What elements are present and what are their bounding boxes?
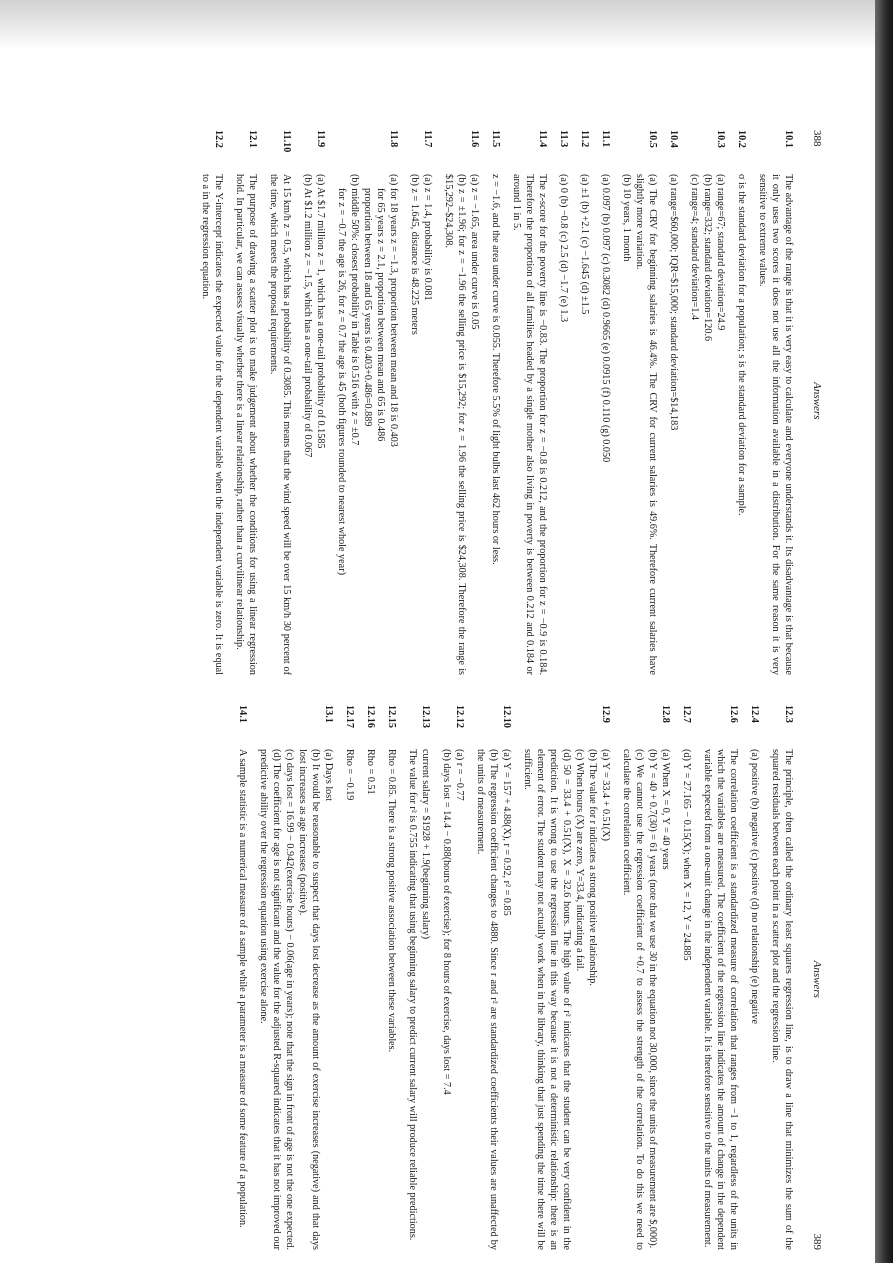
answer-number: 11.9 bbox=[315, 130, 326, 148]
answer-number: 10.5 bbox=[647, 130, 658, 148]
answer-text: The principle, often called the ordinary least squares regression line, is to draw a line that minimizes the sum of the squared residuals between each point in a scatter plot and the regression line. bbox=[770, 749, 794, 1250]
left-page-header bbox=[809, 130, 823, 675]
answer-number: 14.1 bbox=[237, 705, 248, 723]
answer-text: Rho = −0.19 bbox=[344, 749, 355, 801]
answer-text: (c) When hours (X) are zero, Y=33.4, indicating a fail. bbox=[574, 749, 585, 972]
answer-number: 11.5 bbox=[490, 130, 501, 148]
answer-12-16 bbox=[364, 705, 377, 1250]
answer-number: 12.2 bbox=[213, 130, 224, 148]
answer-10-5 bbox=[620, 130, 659, 675]
answer-number: 10.3 bbox=[715, 130, 726, 148]
answer-text: (a) range=$60,000; IQR=$15,000; standard deviation=$14,183 bbox=[668, 174, 679, 431]
answer-12-9 bbox=[521, 705, 612, 1250]
answer-11-10 bbox=[267, 130, 293, 675]
answer-text: (a) 0.097 (b) 0.097 (c) 0.3082 (d) 0.9665 (e) 0.0915 (f) 0.110 (g) 0.050 bbox=[600, 174, 611, 463]
scan-shadow bbox=[0, 0, 875, 50]
answer-text: (a) ±1 (b) +2.1 (c) −1.645 (d) ±1.5 bbox=[579, 174, 590, 315]
answer-text: (a) The CRV for beginning salaries is 46.4%. The CRV for current salaries is 49.6%. Therefore current salaries have slightly more variation. bbox=[634, 174, 658, 675]
answer-12-8 bbox=[620, 705, 672, 1250]
answer-text: (a) positive (b) negative (c) positive (d) no relationship (e) negative bbox=[749, 749, 760, 1024]
answer-10-1 bbox=[756, 130, 795, 675]
answer-text: (b) The regression coefficient changes to 4880. Since r and r² are standardized coefficients their values are unaffected by the units of measurement. bbox=[475, 749, 499, 1250]
rotated-book-spread bbox=[88, 130, 823, 1250]
answer-text: (d) Y = 27.165 − 0.15(X); when X = 12, Y = 24.885 bbox=[681, 749, 692, 961]
answer-12-12 bbox=[440, 705, 466, 1250]
answer-text: (b) 10 years, 1 month bbox=[621, 174, 632, 262]
answer-number: 12.17 bbox=[344, 705, 355, 728]
answer-number: 10.4 bbox=[668, 130, 679, 148]
answer-text: (a) r = −0.77 bbox=[454, 749, 465, 801]
answer-text: σ is the standard deviation for a population; s is the standard deviation for a sample. bbox=[736, 174, 747, 516]
answer-text: A sample statistic is a numerical measure of a sample while a parameter is a measure of some feature of a population. bbox=[237, 749, 248, 1228]
answer-number: 11.6 bbox=[469, 130, 480, 148]
answer-text: The z-score for the poverty line is −0.83. The proportion for z = −0.8 is 0.212, and the proportion for z = −0.9 is 0.184. Therefore the proportion of all families headed by a single mother also living in poverty is between 0.212 and 0.184 or around 1 in 5. bbox=[511, 174, 548, 675]
answer-number: 12.12 bbox=[454, 705, 465, 728]
answer-14-1 bbox=[236, 705, 249, 1250]
answer-number: 11.10 bbox=[281, 130, 292, 153]
answer-text: The value for r² is 0.755 indicating that using beginning salary to predict current salary will produce reliable predictions. bbox=[407, 749, 418, 1241]
answer-11-8 bbox=[335, 130, 400, 675]
answer-text: (b) It would be reasonable to suspect that days lost decrease as the amount of exercise increases (negative) and that days lost increases as age increases (positive). bbox=[297, 749, 321, 1250]
answer-text: (b) Y = 40 + 0.7(30) = 61 years (note that we use 30 in the equation not 30,000, since the units of measurement are $,000). bbox=[647, 749, 658, 1249]
answer-10-2 bbox=[735, 130, 748, 675]
answer-12-10 bbox=[474, 705, 513, 1250]
answer-text: (b) The value for r indicates a strong positive relationship. bbox=[587, 749, 598, 986]
answer-text: (a) z = −1.65, area under curve is 0.05 bbox=[469, 174, 480, 330]
answer-text: (a) Y = 33.4 + 0.51(X) bbox=[600, 749, 611, 841]
right-page-header bbox=[809, 705, 823, 1250]
answer-12-13 bbox=[406, 705, 432, 1250]
answer-11-7 bbox=[408, 130, 434, 675]
answer-text: current salary = $1928 + 1.9(beginning salary) bbox=[420, 749, 431, 940]
answer-number: 11.1 bbox=[600, 130, 611, 148]
answer-text: Rho = 0.51 bbox=[365, 749, 376, 795]
answer-text: (a) When X = 0, Y = 40 years bbox=[660, 749, 671, 870]
answer-text: At 15 km/h z = 0.5, which has a probability of 0.3085. This means that the wind speed will be over 15 km/h 30 percent of the time, which meets the proposal requirements. bbox=[268, 174, 292, 675]
answer-text: for 65 years z = 2.1, proportion between mean and 65 is 0.486 bbox=[375, 188, 386, 442]
answer-text: The Y-intercept indicates the expected value for the dependent variable when the independent variable is zero. It is equal to a in the regression equation. bbox=[200, 174, 224, 675]
answer-text: (a) 0 (b) −0.8 (c) 2.5 (d) −1.7 (e) 1.3 bbox=[558, 174, 569, 323]
right-page bbox=[88, 705, 823, 1250]
answer-text: (b) range=332; standard deviation=120.6 bbox=[702, 174, 713, 342]
answer-number: 12.15 bbox=[386, 705, 397, 728]
answer-text: (c) We cannot use the regression coefficient of +0.7 to assess the strength of the correlation. To do this we need to calculate the correlation coefficient. bbox=[621, 749, 645, 1250]
answer-13-1 bbox=[257, 705, 335, 1250]
right-running-head: Answers bbox=[811, 960, 823, 998]
answer-number: 12.3 bbox=[783, 705, 794, 723]
answer-11-2 bbox=[578, 130, 591, 675]
answer-text: (b) At $1.2 million z = −1.5, which has a one-tail probability of 0.067 bbox=[302, 174, 313, 458]
answer-text: z = −1.6, and the area under curve is 0.055. Therefore 5.5% of light bulbs last 462 hours or less. bbox=[490, 174, 501, 565]
answer-text: (c) range=4; standard deviation=1.4 bbox=[689, 174, 700, 321]
answer-number: 12.13 bbox=[420, 705, 431, 728]
answer-10-3 bbox=[688, 130, 727, 675]
scan-edge bbox=[875, 0, 893, 1263]
answer-text: Rho = 0.85. There is a strong positive association between these variables. bbox=[386, 749, 397, 1053]
answer-number: 12.10 bbox=[501, 705, 512, 728]
answer-text: (b) z = ±1.96; for z = −1.96 the selling price is $15,292; for z = 1.96 the selling price is $24,308. Therefore the range is $15,292–$24,308. bbox=[443, 174, 467, 675]
answer-text: for z = −0.7 the age is 26, for z = 0.7 the age is 45 (both figures rounded to nearest whole year) bbox=[336, 188, 347, 575]
answer-text: (b) z = 1.645, distance is 48.225 meters bbox=[409, 174, 420, 335]
right-page-number: 389 bbox=[811, 1233, 823, 1250]
answer-number: 11.2 bbox=[579, 130, 590, 148]
left-page bbox=[88, 130, 823, 675]
answer-12-15 bbox=[385, 705, 398, 1250]
answer-text: The correlation coefficient is a standardized measure of correlation that ranges from −1 to 1, regardless of the units in which the variables are measured. The coefficient of the regression line indicates the amount of change in the dependent variable expected from a one-unit change in the independent variable. It is therefore sensitive to the units of measurement. bbox=[702, 749, 739, 1250]
answer-number: 12.6 bbox=[728, 705, 739, 723]
answer-number: 10.1 bbox=[783, 130, 794, 148]
answer-number: 12.8 bbox=[660, 705, 671, 723]
answer-11-9 bbox=[301, 130, 327, 675]
answer-text: (d) 50 = 33.4 + 0.51(X), X = 32.6 hours. The high value of r² indicates that the student can be very confident in the prediction. It is wrong to use the regression line in this way because it is not a deterministic relationship: there is an element of error. The student may not actually work when in the library, thinking that just spending the time there will be sufficient. bbox=[522, 749, 572, 1250]
answer-text: (b) days lost = 14.4 − 0.88(hours of exercise); for 8 hours of exercise, days lost = 7.4 bbox=[441, 749, 452, 1095]
answer-12-4 bbox=[748, 705, 761, 1250]
answer-text: (a) At $1.7 million z = 1, which has a one-tail probability of 0.1585 bbox=[315, 174, 326, 449]
answer-number: 10.2 bbox=[736, 130, 747, 148]
left-page-number: 388 bbox=[811, 130, 823, 147]
answer-10-4 bbox=[667, 130, 680, 675]
answer-number: 13.1 bbox=[323, 705, 334, 723]
answer-number: 11.8 bbox=[388, 130, 399, 148]
answer-text: (a) range=67; standard deviation=24.9 bbox=[715, 174, 726, 331]
answer-text: (a) Y = 157 + 4.88(X), r = 0.92, r² = 0.85 bbox=[501, 749, 512, 916]
answer-number: 11.7 bbox=[422, 130, 433, 148]
answer-text: The advantage of the range is that it is very easy to calculate and everyone understands it. Its disadvantage is that because it only uses two scores it does not use all the information available in a distribution. For the same reason it is very sensitive to extreme values. bbox=[757, 174, 794, 675]
answer-number: 12.7 bbox=[681, 705, 692, 723]
answer-number: 12.9 bbox=[600, 705, 611, 723]
left-running-head: Answers bbox=[811, 382, 823, 420]
answer-text: (a) Days lost bbox=[323, 749, 334, 802]
answer-number: 12.16 bbox=[365, 705, 376, 728]
answer-text: (a) z = 1.4, probability is 0.081 bbox=[422, 174, 433, 301]
answer-12-3 bbox=[769, 705, 795, 1250]
answer-text: (d) The coefficient for age is not significant and the value for the adjusted R-squared indicates that it has not improved our predictive ability over the regression equation using exercise alone. bbox=[258, 749, 282, 1250]
answer-11-6 bbox=[442, 130, 481, 675]
answer-12-7 bbox=[680, 705, 693, 1250]
answer-11-4 bbox=[510, 130, 549, 675]
answer-text: proportion between 18 and 65 years is 0.403+0.486=0.889 bbox=[362, 188, 373, 427]
answer-number: 11.4 bbox=[537, 130, 548, 148]
answer-number: 11.3 bbox=[558, 130, 569, 148]
answer-text: (a) for 18 years z = −1.3, proportion between mean and 18 is 0.403 bbox=[388, 174, 399, 447]
answer-number: 12.1 bbox=[247, 130, 258, 148]
answer-number: 12.4 bbox=[749, 705, 760, 723]
answer-11-1 bbox=[599, 130, 612, 675]
answer-11-5 bbox=[489, 130, 502, 675]
answer-12-1 bbox=[233, 130, 259, 675]
answer-11-3 bbox=[557, 130, 570, 675]
answer-12-2 bbox=[199, 130, 225, 675]
answer-text: (b) middle 50%: closest probability in Table is 0.516 with z = ±0.7 bbox=[349, 174, 360, 446]
answer-text: (c) days lost = 16.99 − 0.942(exercise hours) − 0.06(age in years); note that the sign in front of age is not the one expected. bbox=[284, 749, 295, 1250]
answer-12-6 bbox=[701, 705, 740, 1250]
answer-text: The purpose of drawing a scatter plot is to make judgement about whether the conditions for using a linear regression hold. In particular, we can assess visually whether there is a linear relationship, rather than a curvilinear relationship. bbox=[234, 174, 258, 675]
answer-12-17 bbox=[343, 705, 356, 1250]
